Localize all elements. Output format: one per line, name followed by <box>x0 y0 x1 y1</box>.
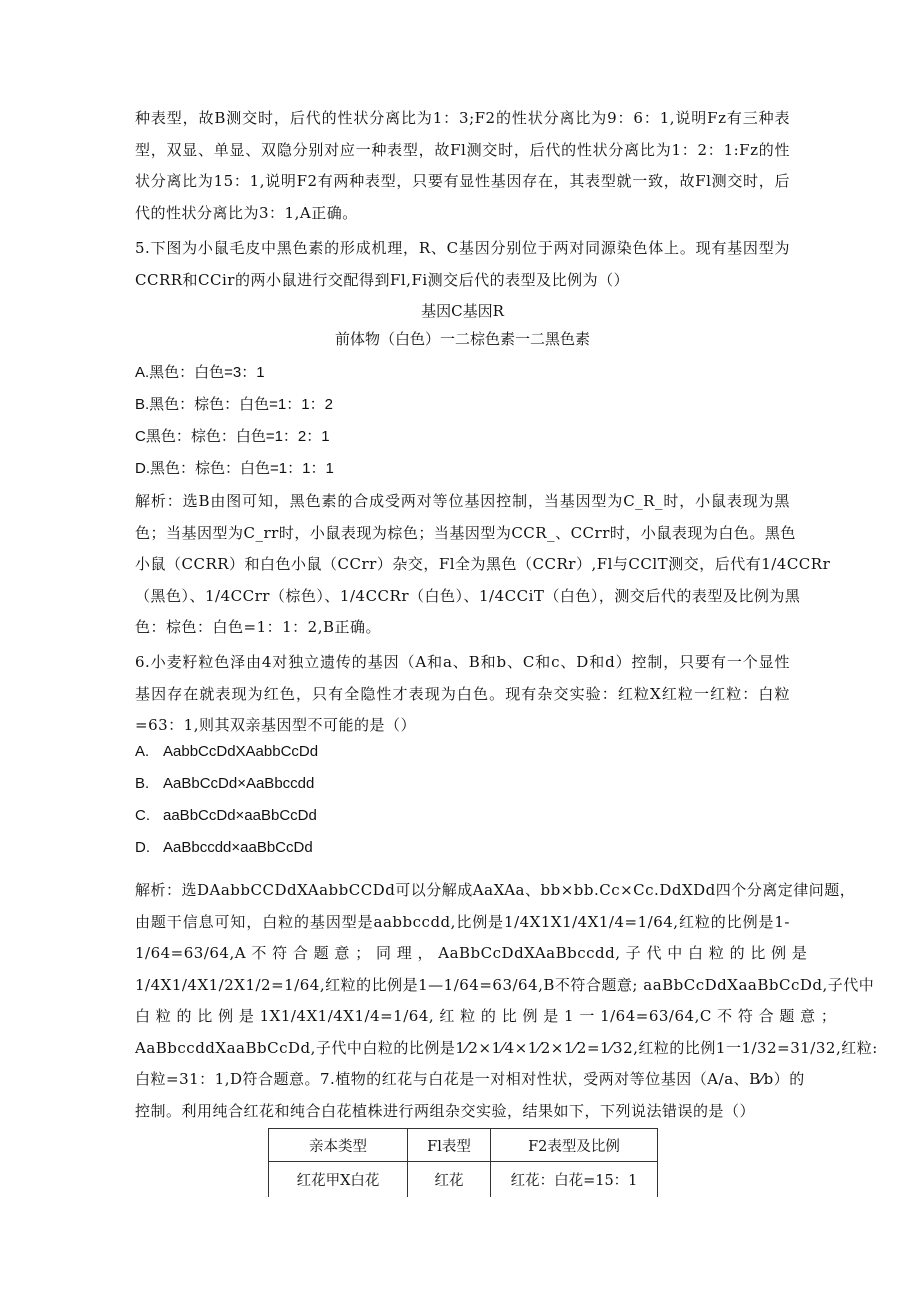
text-line: AaBbccddXaaBbCcDd,子代中白粒的比例是1⁄2×1⁄4×1⁄2×1⁄2=1⁄32,红粒的比例1一1/32=31/32,红粒: <box>135 1038 878 1057</box>
table-row <box>269 1162 658 1198</box>
text-line: 代的性状分离比为3：1,A正确。 <box>135 203 358 222</box>
question-5-analysis <box>135 486 831 644</box>
text-line: 状分离比为15：1,说明F2有两种表型，只要有显性基因存在，其表型就一致，故Fl测交时，后 <box>135 172 790 190</box>
table-cell: 红花：白花=15：1 <box>491 1162 658 1198</box>
q5-option-c: C黑色：棕色：白色=1：2：1 <box>135 428 330 445</box>
text-line: 6.小麦籽粒色泽由4对独立遗传的基因（A和a、B和b、C和c、D和d）控制，只要有一个显性 <box>135 653 790 671</box>
text-line: 5.下图为小鼠毛皮中黑色素的形成机理，R、C基因分别位于两对同源染色体上。现有基因型为 <box>135 239 790 257</box>
q6-option-c <box>135 807 317 824</box>
option-text: AaBbccdd×aaBbCcDd <box>163 839 313 856</box>
text-line: 小鼠（CCRR）和白色小鼠（CCrr）杂交，Fl全为黑色（CCRr）,Fl与CClT测交，后代有1/4CCRr <box>135 555 831 573</box>
option-label: A. <box>135 743 150 760</box>
option-text: AaBbCcDd×AaBbccdd <box>163 775 315 792</box>
question-6-analysis <box>135 875 878 1127</box>
text-line: 解析：选B由图可知，黑色素的合成受两对等位基因控制，当基因型为C_R_时，小鼠表现为黑 <box>135 492 790 510</box>
option-label: B. <box>135 775 150 792</box>
cross-results-table <box>268 1128 658 1197</box>
text-line: 色：棕色：白色=1：1：2,B正确。 <box>135 618 381 636</box>
option-text: aaBbCcDd×aaBbCcDd <box>163 807 317 824</box>
table-header-cell: Fl表型 <box>408 1129 491 1162</box>
q5-option-b: B.黑色：棕色：白色=1：1：2 <box>135 396 333 413</box>
table-cell: 红花 <box>408 1162 491 1198</box>
text-line: 白 粒 的 比 例 是 1X1/4X1/4X1/4=1/64, 红 粒 的 比 例 是 1 一 1/64=63/64,C 不 符 合 题 意 ； <box>135 1007 837 1025</box>
text-line: 型，双显、单显、双隐分别对应一种表型，故Fl测交时，后代的性状分离比为1：2：1:Fz的性 <box>135 140 790 159</box>
q5-option-a: A.黑色：白色=3：1 <box>135 364 265 381</box>
question-5-stem <box>135 233 790 296</box>
q5-option-d: D.黑色：棕色：白色=1：1：1 <box>135 460 334 477</box>
question-6-stem <box>135 647 790 742</box>
table-header-row <box>269 1129 658 1162</box>
text-line: 解析：选DAabbCCDdXAabbCCDd可以分解成AaXAa、bb×bb.Cc×Cc.DdXDd四个分离定律问题， <box>135 881 856 899</box>
text-line: 基因存在就表现为红色，只有全隐性才表现为白色。现有杂交实验：红粒X红粒一红粒：白粒 <box>135 684 790 703</box>
option-label: D. <box>135 839 150 856</box>
text-line: 白粒=31：1,D符合题意。7.植物的红花与白花是一对相对性状，受两对等位基因（A/a、B⁄b）的 <box>135 1070 805 1088</box>
text-line: 由题干信息可知，白粒的基因型是aabbccdd,比例是1/4X1X1/4X1/4=1/64,红粒的比例是1- <box>135 912 790 931</box>
q6-option-d <box>135 839 313 856</box>
diagram-genes-line: 基因C基因R <box>421 302 504 320</box>
option-text: AabbCcDdXAabbCcDd <box>163 743 319 760</box>
diagram-pathway-line: 前体物（白色）一二棕色素一二黑色素 <box>334 330 590 348</box>
q6-option-a <box>135 743 318 760</box>
text-line: 控制。利用纯合红花和纯合白花植株进行两组杂交实验，结果如下，下列说法错误的是（） <box>135 1101 756 1120</box>
text-line: 1/64=63/64,A 不 符 合 题 意 ； 同 理 ， AaBbCcDdXAaBbccdd, 子 代 中 白 粒 的 比 例 是 <box>135 944 808 962</box>
text-line: （黑色）、1/4CCrr（棕色）、1/4CCRr（白色）、1/4CCiT（白色），测交后代的表型及比例为黑 <box>135 586 801 605</box>
table-header-cell: 亲本类型 <box>269 1129 408 1162</box>
text-line: CCRR和CCir的两小鼠进行交配得到Fl,Fi测交后代的表型及比例为（） <box>135 270 630 289</box>
q6-option-b <box>135 775 314 792</box>
text-line: =63：1,则其双亲基因型不可能的是（） <box>135 716 416 734</box>
text-line: 1/4X1/4X1/2X1/2=1/64,红粒的比例是1—1/64=63/64,B不符合题意; aaBbCcDdXaaBbCcDd,子代中 <box>135 975 875 994</box>
table-cell: 红花甲X白花 <box>269 1162 408 1198</box>
text-line: 种表型，故B测交时，后代的性状分离比为1：3;F2的性状分离比为9：6：1,说明Fz有三种表 <box>135 109 790 127</box>
intro-paragraph <box>135 103 790 229</box>
text-line: 色；当基因型为C_rr时，小鼠表现为棕色；当基因型为CCR_、CCrr时，小鼠表现为白色。黑色 <box>135 523 796 542</box>
option-label: C. <box>135 807 150 824</box>
table-header-cell: F2表型及比例 <box>491 1129 658 1162</box>
